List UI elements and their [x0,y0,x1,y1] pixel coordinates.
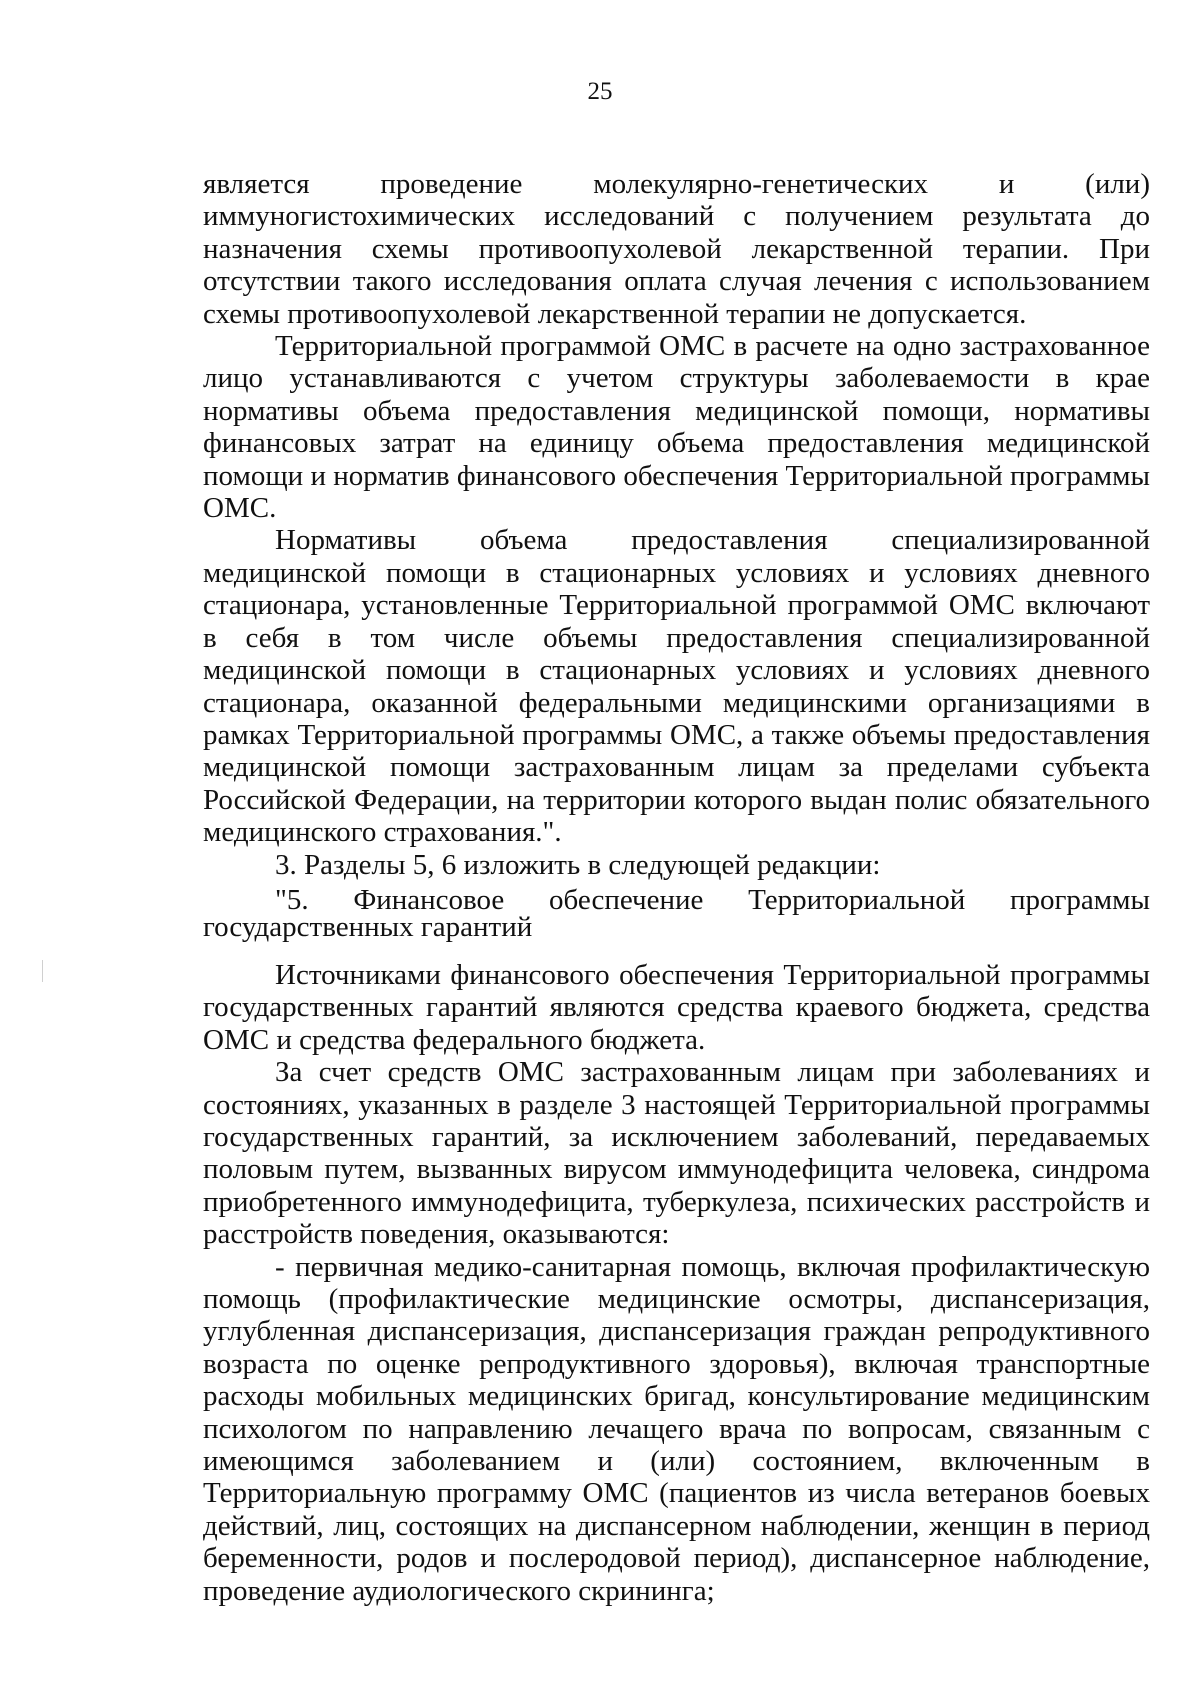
scan-artifact [42,960,43,982]
paragraph-specialized-care-volumes: Нормативы объема предоставления специализированной медицинской помощи в стационарных условиях и условиях дневного стационара, установленные Территориальной программой ОМС включают в себя в том числе объемы предоставления специализированной медицинской помощи в стационарных условиях и условиях дневного стационара, оказанной федеральными медицинскими организациями в рамках Территориальной программы ОМС, а также объемы предоставления медицинской помощи застрахованным лицам за пределами субъекта Российской Федерации, на территории которого выдан полис обязательного медицинского страхования.". [203,524,1150,849]
paragraph-continuation: является проведение молекулярно-генетических и (или) иммуногистохимических исследований с получением результата до назначения схемы противоопухолевой лекарственной терапии. При отсутствии такого исследования оплата случая лечения с использованием схемы противоопухолевой лекарственной терапии не допускается. [203,168,1150,330]
page-number: 25 [587,78,613,105]
list-item-primary-care: - первичная медико-санитарная помощь, включая профилактическую помощь (профилактические медицинские осмотры, диспансеризация, углубленная диспансеризация, диспансеризация граждан репродуктивного возраста по оценке репродуктивного здоровья), включая транспортные расходы мобильных медицинских бригад, консультирование медицинским психологом по направлению лечащего врача по вопросам, связанным с имеющимся заболеванием и (или) состоянием, включенным в Территориальную программу ОМС (пациентов из числа ветеранов боевых действий, лиц, состоящих на диспансерном наблюдении, женщин в период беременности, родов и послеродовой период), диспансерное наблюдение, проведение аудиологического скрининга; [203,1250,1150,1607]
paragraph-amendment-item-3: 3. Разделы 5, 6 изложить в следующей редакции: [275,848,881,881]
paragraph-funding-sources: Источниками финансового обеспечения Территориальной программы государственных гарантий являются средства краевого бюджета, средства ОМС и средства федерального бюджета. [203,958,1150,1056]
paragraph-oms-coverage: За счет средств ОМС застрахованным лицам при заболеваниях и состояниях, указанных в разделе 3 настоящей Территориальной программы государственных гарантий, за исключением заболеваний, передаваемых половым путем, вызванных вирусом иммунодефицита человека, синдрома приобретенного иммунодефицита, туберкулеза, психических расстройств и расстройств поведения, оказываются: [203,1056,1150,1251]
paragraph-territorial-program-norms: Территориальной программой ОМС в расчете на одно застрахованное лицо устанавливаются с учетом структуры заболеваемости в крае нормативы объема предоставления медицинской помощи, нормативы финансовых затрат на единицу объема предоставления медицинской помощи и норматив финансового обеспечения Территориальной программы ОМС. [203,330,1150,525]
document-body [203,168,1150,1607]
section-heading-5: "5. Финансовое обеспечение Территориальной программы государственных гарантий [203,883,1150,943]
